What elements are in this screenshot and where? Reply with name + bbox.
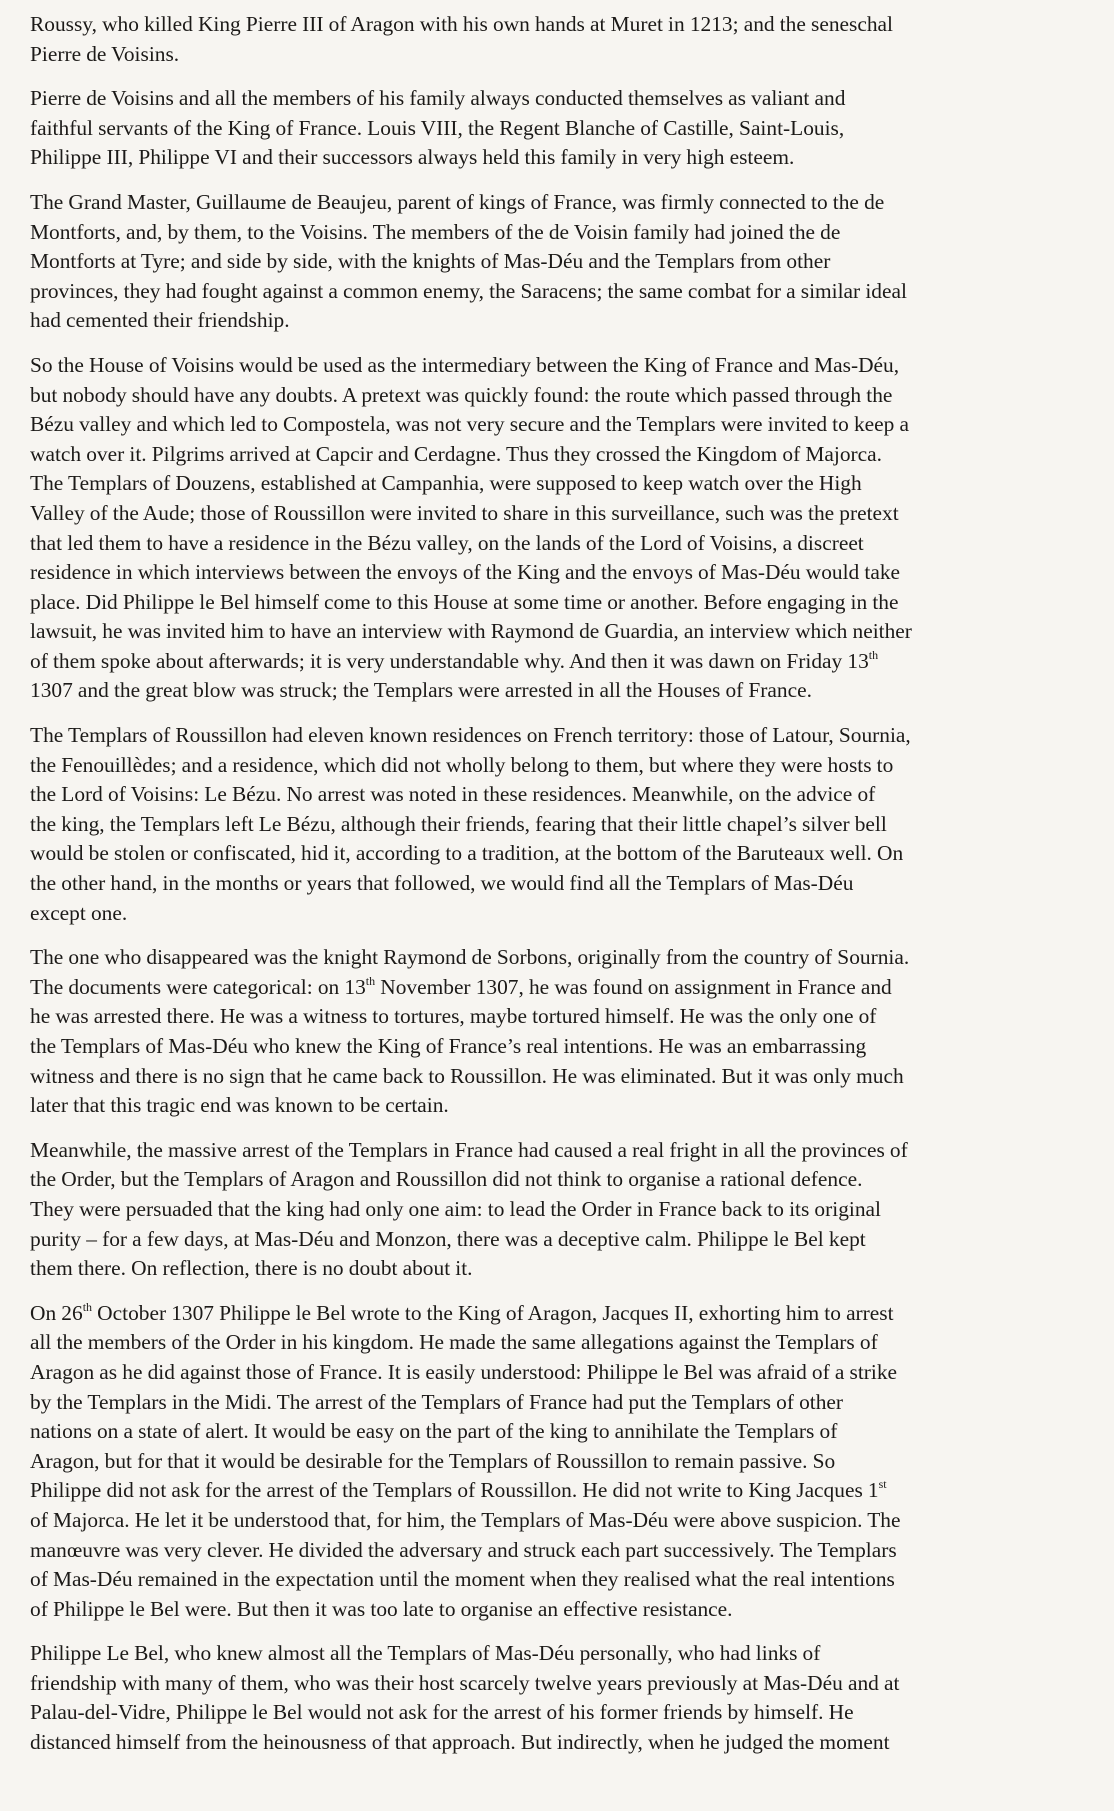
text-line: had cemented their friendship. [30,308,290,333]
text-line: Philippe did not ask for the arrest of the Templars of Roussillon. He did not write to King Jacques 1st [30,1477,887,1503]
text-line: Aragon as he did against those of France. It is easily understood: Philippe le Bel was afraid of a strike [30,1359,898,1384]
text-line: Pierre de Voisins and all the members of his family always conducted themselves as valiant and [30,86,846,111]
paragraph [30,1299,1090,1625]
text-line: The documents were categorical: on 13th November 1307, he was found on assignment in France and [30,973,892,999]
text-line: Valley of the Aude; those of Roussillon were invited to share in this surveillance, such was the pretext [30,500,899,525]
text-line: later that this tragic end was known to be certain. [30,1093,449,1118]
text-line: Philippe III, Philippe VI and their successors always held this family in very high esteem. [30,145,795,170]
text-line: Philippe Le Bel, who knew almost all the Templars of Mas-Déu personally, who had links of [30,1641,821,1666]
text-line: Palau-del-Vidre, Philippe le Bel would not ask for the arrest of his former friends by himself. He [30,1700,854,1725]
text-line: the king, the Templars left Le Bézu, although their friends, fearing that their little chapel’s silver bell [30,811,887,836]
text-line: all the members of the Order in his kingdom. He made the same allegations against the Templars of [30,1330,878,1355]
text-line: them there. On reflection, there is no doubt about it. [30,1256,473,1281]
text-line: of Majorca. He let it be understood that, for him, the Templars of Mas-Déu were above suspicion. The [30,1507,901,1532]
text-line: Meanwhile, the massive arrest of the Templars in France had caused a real fright in all the provinces of [30,1137,908,1162]
paragraph [30,943,1090,1121]
paragraph [30,10,1090,69]
paragraph [30,188,1090,336]
text-line: The Templars of Roussillon had eleven known residences on French territory: those of Latour, Sournia, [30,723,911,748]
text-line: of them spoke about afterwards; it is very understandable why. And then it was dawn on Friday 13th [30,647,879,673]
text-line: The Templars of Douzens, established at Campanhia, were supposed to keep watch over the High [30,471,862,496]
text-line: They were persuaded that the king had only one aim: to lead the Order in France back to its original [30,1196,881,1221]
text-line: provinces, they had fought against a common enemy, the Saracens; the same combat for a similar ideal [30,278,907,303]
text-line: of Philippe le Bel were. But then it was too late to organise an effective resistance. [30,1596,733,1621]
ordinal-superscript: th [365,973,376,988]
text-line: On 26th October 1307 Philippe le Bel wrote to the King of Aragon, Jacques II, exhorting him to arrest [30,1299,894,1325]
paragraph [30,1639,1090,1757]
text-line: lawsuit, he was invited him to have an interview with Raymond de Guardia, an interview which neither [30,619,912,644]
ordinal-superscript: th [82,1299,93,1314]
text-line: the Fenouillèdes; and a residence, which did not wholly belong to them, but where they were hosts to [30,752,894,777]
text-line: The Grand Master, Guillaume de Beaujeu, parent of kings of France, was firmly connected to the de [30,189,885,214]
text-line: faithful servants of the King of France. Louis VIII, the Regent Blanche of Castille, Saint-Louis, [30,115,845,140]
text-line: 1307 and the great blow was struck; the Templars were arrested in all the Houses of France. [30,678,812,703]
paragraph [30,721,1090,928]
text-line: of Mas-Déu remained in the expectation until the moment when they realised what the real intentions [30,1567,895,1592]
text-line: but nobody should have any doubts. A pretext was quickly found: the route which passed through the [30,382,893,407]
text-line: watch over it. Pilgrims arrived at Capcir and Cerdagne. Thus they crossed the Kingdom of Majorca. [30,441,882,466]
text-line: Montforts at Tyre; and side by side, with the knights of Mas-Déu and the Templars from other [30,249,831,274]
text-line: witness and there is no sign that he came back to Roussillon. He was eliminated. But it was only much [30,1063,904,1088]
paragraph [30,351,1090,706]
text-line: he was arrested there. He was a witness to tortures, maybe tortured himself. He was the only one of [30,1004,877,1029]
text-line: purity – for a few days, at Mas-Déu and Monzon, there was a deceptive calm. Philippe le Bel kept [30,1226,866,1251]
ordinal-superscript: st [878,1477,887,1492]
text-line: the Lord of Voisins: Le Bézu. No arrest was noted in these residences. Meanwhile, on the advice of [30,782,876,807]
text-line: Aragon, but for that it would be desirable for the Templars of Roussillon to remain passive. So [30,1448,836,1473]
text-line: The one who disappeared was the knight Raymond de Sorbons, originally from the country of Sournia. [30,945,910,970]
ordinal-superscript: th [868,647,879,662]
text-line: friendship with many of them, who was their host scarcely twelve years previously at Mas-Déu and at [30,1670,900,1695]
text-line: by the Templars in the Midi. The arrest of the Templars of France had put the Templars of other [30,1389,844,1414]
paragraph [30,1136,1090,1284]
text-line: So the House of Voisins would be used as the intermediary between the King of France and Mas-Déu, [30,352,900,377]
text-line: residence in which interviews between the envoys of the King and the envoys of Mas-Déu would take [30,560,901,585]
text-line: the Templars of Mas-Déu who knew the King of France’s real intentions. He was an embarrassing [30,1034,867,1058]
text-line: that led them to have a residence in the Bézu valley, on the lands of the Lord of Voisins, a discreet [30,530,864,555]
text-line: the Order, but the Templars of Aragon and Roussillon did not think to organise a rational defence. [30,1167,863,1192]
paragraph [30,84,1090,173]
text-line: place. Did Philippe le Bel himself come to this House at some time or another. Before engaging in the [30,589,899,614]
text-line: would be stolen or confiscated, hid it, according to a tradition, at the bottom of the Baruteaux well. On [30,841,904,866]
text-line: Roussy, who killed King Pierre III of Aragon with his own hands at Muret in 1213; and the seneschal [30,12,893,36]
text-line: the other hand, in the months or years that followed, we would find all the Templars of Mas-Déu [30,871,854,896]
text-line: Bézu valley and which led to Compostela, was not very secure and the Templars were invited to keep a [30,412,909,437]
text-line: Pierre de Voisins. [30,41,180,66]
text-line: manœuvre was very clever. He divided the adversary and struck each part successively. The Templars [30,1537,897,1562]
text-line: Montforts, and, by them, to the Voisins. The members of the de Voisin family had joined the de [30,219,841,244]
text-line: distanced himself from the heinousness of that approach. But indirectly, when he judged the moment [30,1730,890,1755]
text-line: except one. [30,900,128,925]
text-line: nations on a state of alert. It would be easy on the part of the king to annihilate the Templars of [30,1419,838,1444]
